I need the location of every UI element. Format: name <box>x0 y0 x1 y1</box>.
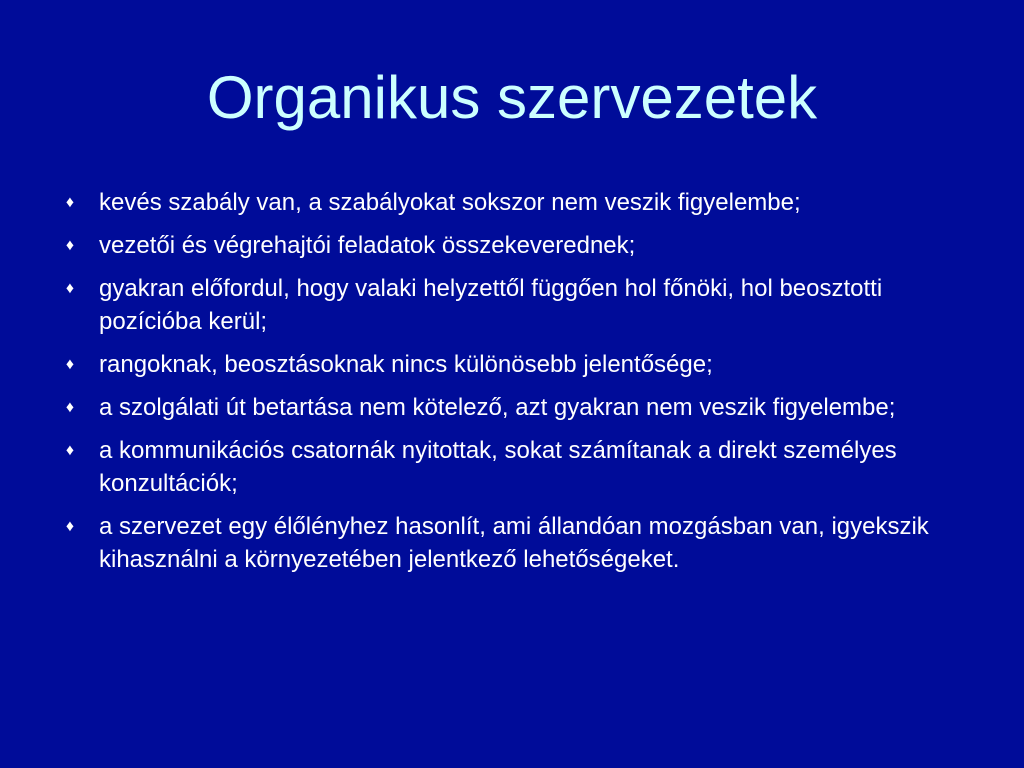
bullet-text: vezetői és végrehajtói feladatok összekeverednek; <box>99 232 636 259</box>
bullet-item <box>60 229 980 262</box>
diamond-bullet-icon: ♦ <box>65 518 75 535</box>
bullet-text: a szervezet egy élőlényhez hasonlít, ami állandóan mozgásban van, igyekszik kihasználni a környezetében jelentkező lehetőségeket. <box>99 513 929 573</box>
bullet-text: a kommunikációs csatornák nyitottak, sokat számítanak a direkt személyes konzultációk; <box>99 437 897 497</box>
bullet-item <box>60 272 980 338</box>
bullet-item <box>60 434 980 500</box>
diamond-bullet-icon: ♦ <box>65 356 75 373</box>
diamond-bullet-icon: ♦ <box>65 237 75 254</box>
bullet-text: a szolgálati út betartása nem kötelező, azt gyakran nem veszik figyelembe; <box>99 394 896 421</box>
bullet-item <box>60 391 980 424</box>
bullet-text: rangoknak, beosztásoknak nincs különösebb jelentősége; <box>99 351 713 378</box>
bullet-text: kevés szabály van, a szabályokat sokszor nem veszik figyelembe; <box>99 189 801 216</box>
diamond-bullet-icon: ♦ <box>65 399 75 416</box>
bullet-item <box>60 348 980 381</box>
diamond-bullet-icon: ♦ <box>65 442 75 459</box>
slide-title: Organikus szervezetek <box>206 64 818 131</box>
bullet-text: gyakran előfordul, hogy valaki helyzettől függően hol főnöki, hol beosztotti pozícióba kerül; <box>99 275 883 335</box>
diamond-bullet-icon: ♦ <box>65 194 75 211</box>
bullet-item <box>60 186 980 219</box>
bullet-list <box>60 186 980 586</box>
bullet-item <box>60 510 980 576</box>
diamond-bullet-icon: ♦ <box>65 280 75 297</box>
